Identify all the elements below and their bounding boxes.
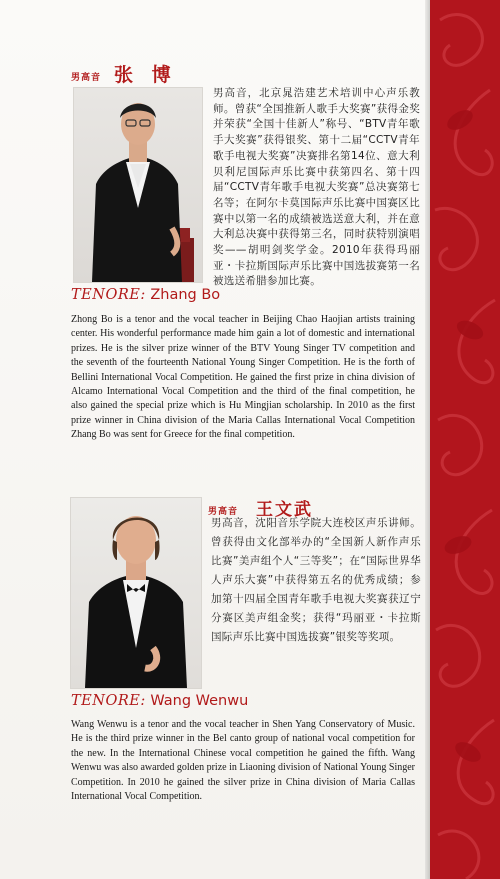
singer2-chinese-bio: 男高音，沈阳音乐学院大连校区声乐讲师。曾获得由文化部举办的“全国新人新作声乐比赛”美声组个人“三等奖”；在“国际世界华人声乐大赛”中获得第五名的优秀成绩；参加第十四届全国青年歌手电视大奖赛获辽宁分赛区美声组金奖；获得“玛丽亚・卡拉斯国际声乐比赛中国选拔赛”银奖等奖项。 xyxy=(211,517,421,643)
singer2-english-name: Wang Wenwu xyxy=(150,693,249,709)
singer1-tenor-heading xyxy=(71,287,220,303)
singer2-role-label: 男高音 xyxy=(208,507,239,517)
floral-pattern-icon xyxy=(430,0,500,879)
singer1-tenor-label: TENORE: xyxy=(71,287,146,303)
singer2-english-bio: Wang Wenwu is a tenor and the vocal teacher in Shen Yang Conservatory of Music. He is the third prize winner in the Bel canto group of national vocal competition for the new. In the International Chinese vocal competition he gained the fifth. Wang Wenwu was also awarded golden prize in Liaoning division of National Young Singer Competition. In 2010 he gained the silver prize in China division of Maria Callas International Vocal Competition. xyxy=(71,719,415,803)
singer2-chinese-name: 王文武 xyxy=(256,500,313,520)
singer1-english-bio: Zhong Bo is a tenor and the vocal teacher in Beijing Chao Haojian artists training center. His wonderful performance made him gain a lot of domestic and international prizes. He is the silver prize winner of the BTV Young Singer TV competition and the seventh of the fourteenth National Young Singer Competition. He is the forth of Bellini International Vocal Competition. He gained the first prize in china division of Alcamo International Vocal Competition and the third of the final competition, he also gained the special prize which is Hu Mingjian scholarship. In 2010 as the first prize winner in China division of the Maria Callas International Vocal Competition Zhang Bo was sent for Greece for the final competition. xyxy=(71,314,415,441)
singer2-tenor-label: TENORE: xyxy=(71,693,146,709)
singer1-photo xyxy=(73,87,203,283)
singer1-chinese-name: 张 博 xyxy=(114,64,177,86)
singer2-tenor-heading xyxy=(71,693,248,709)
singer2-photo xyxy=(70,497,202,689)
decorative-red-band xyxy=(430,0,500,879)
singer1-role-label: 男高音 xyxy=(71,73,102,83)
singer1-english-name: Zhang Bo xyxy=(150,287,221,303)
singer1-chinese-bio: 男高音，北京晁浩建艺术培训中心声乐教师。曾获“全国推新人歌手大奖赛”获得金奖并荣获“全国十佳新人”称号、“BTV青年歌手大奖赛”获得银奖、第十二届“CCTV青年歌手电视大奖赛”决赛排名第14位、意大利贝利尼国际声乐比赛中获第四名、第十四届“CCTV青年歌手电视大奖赛”总决赛第七名等；在阿尔卡莫国际声乐比赛中国赛区比赛中以第一名的成绩被选送意大利，并在意大利总决赛中获得第三名，同时获特别演唱奖——胡明剑奖学金。2010年获得玛丽亚・卡拉斯国际声乐比赛中国选拔赛第一名被选送希腊参加比赛。 xyxy=(213,87,420,288)
